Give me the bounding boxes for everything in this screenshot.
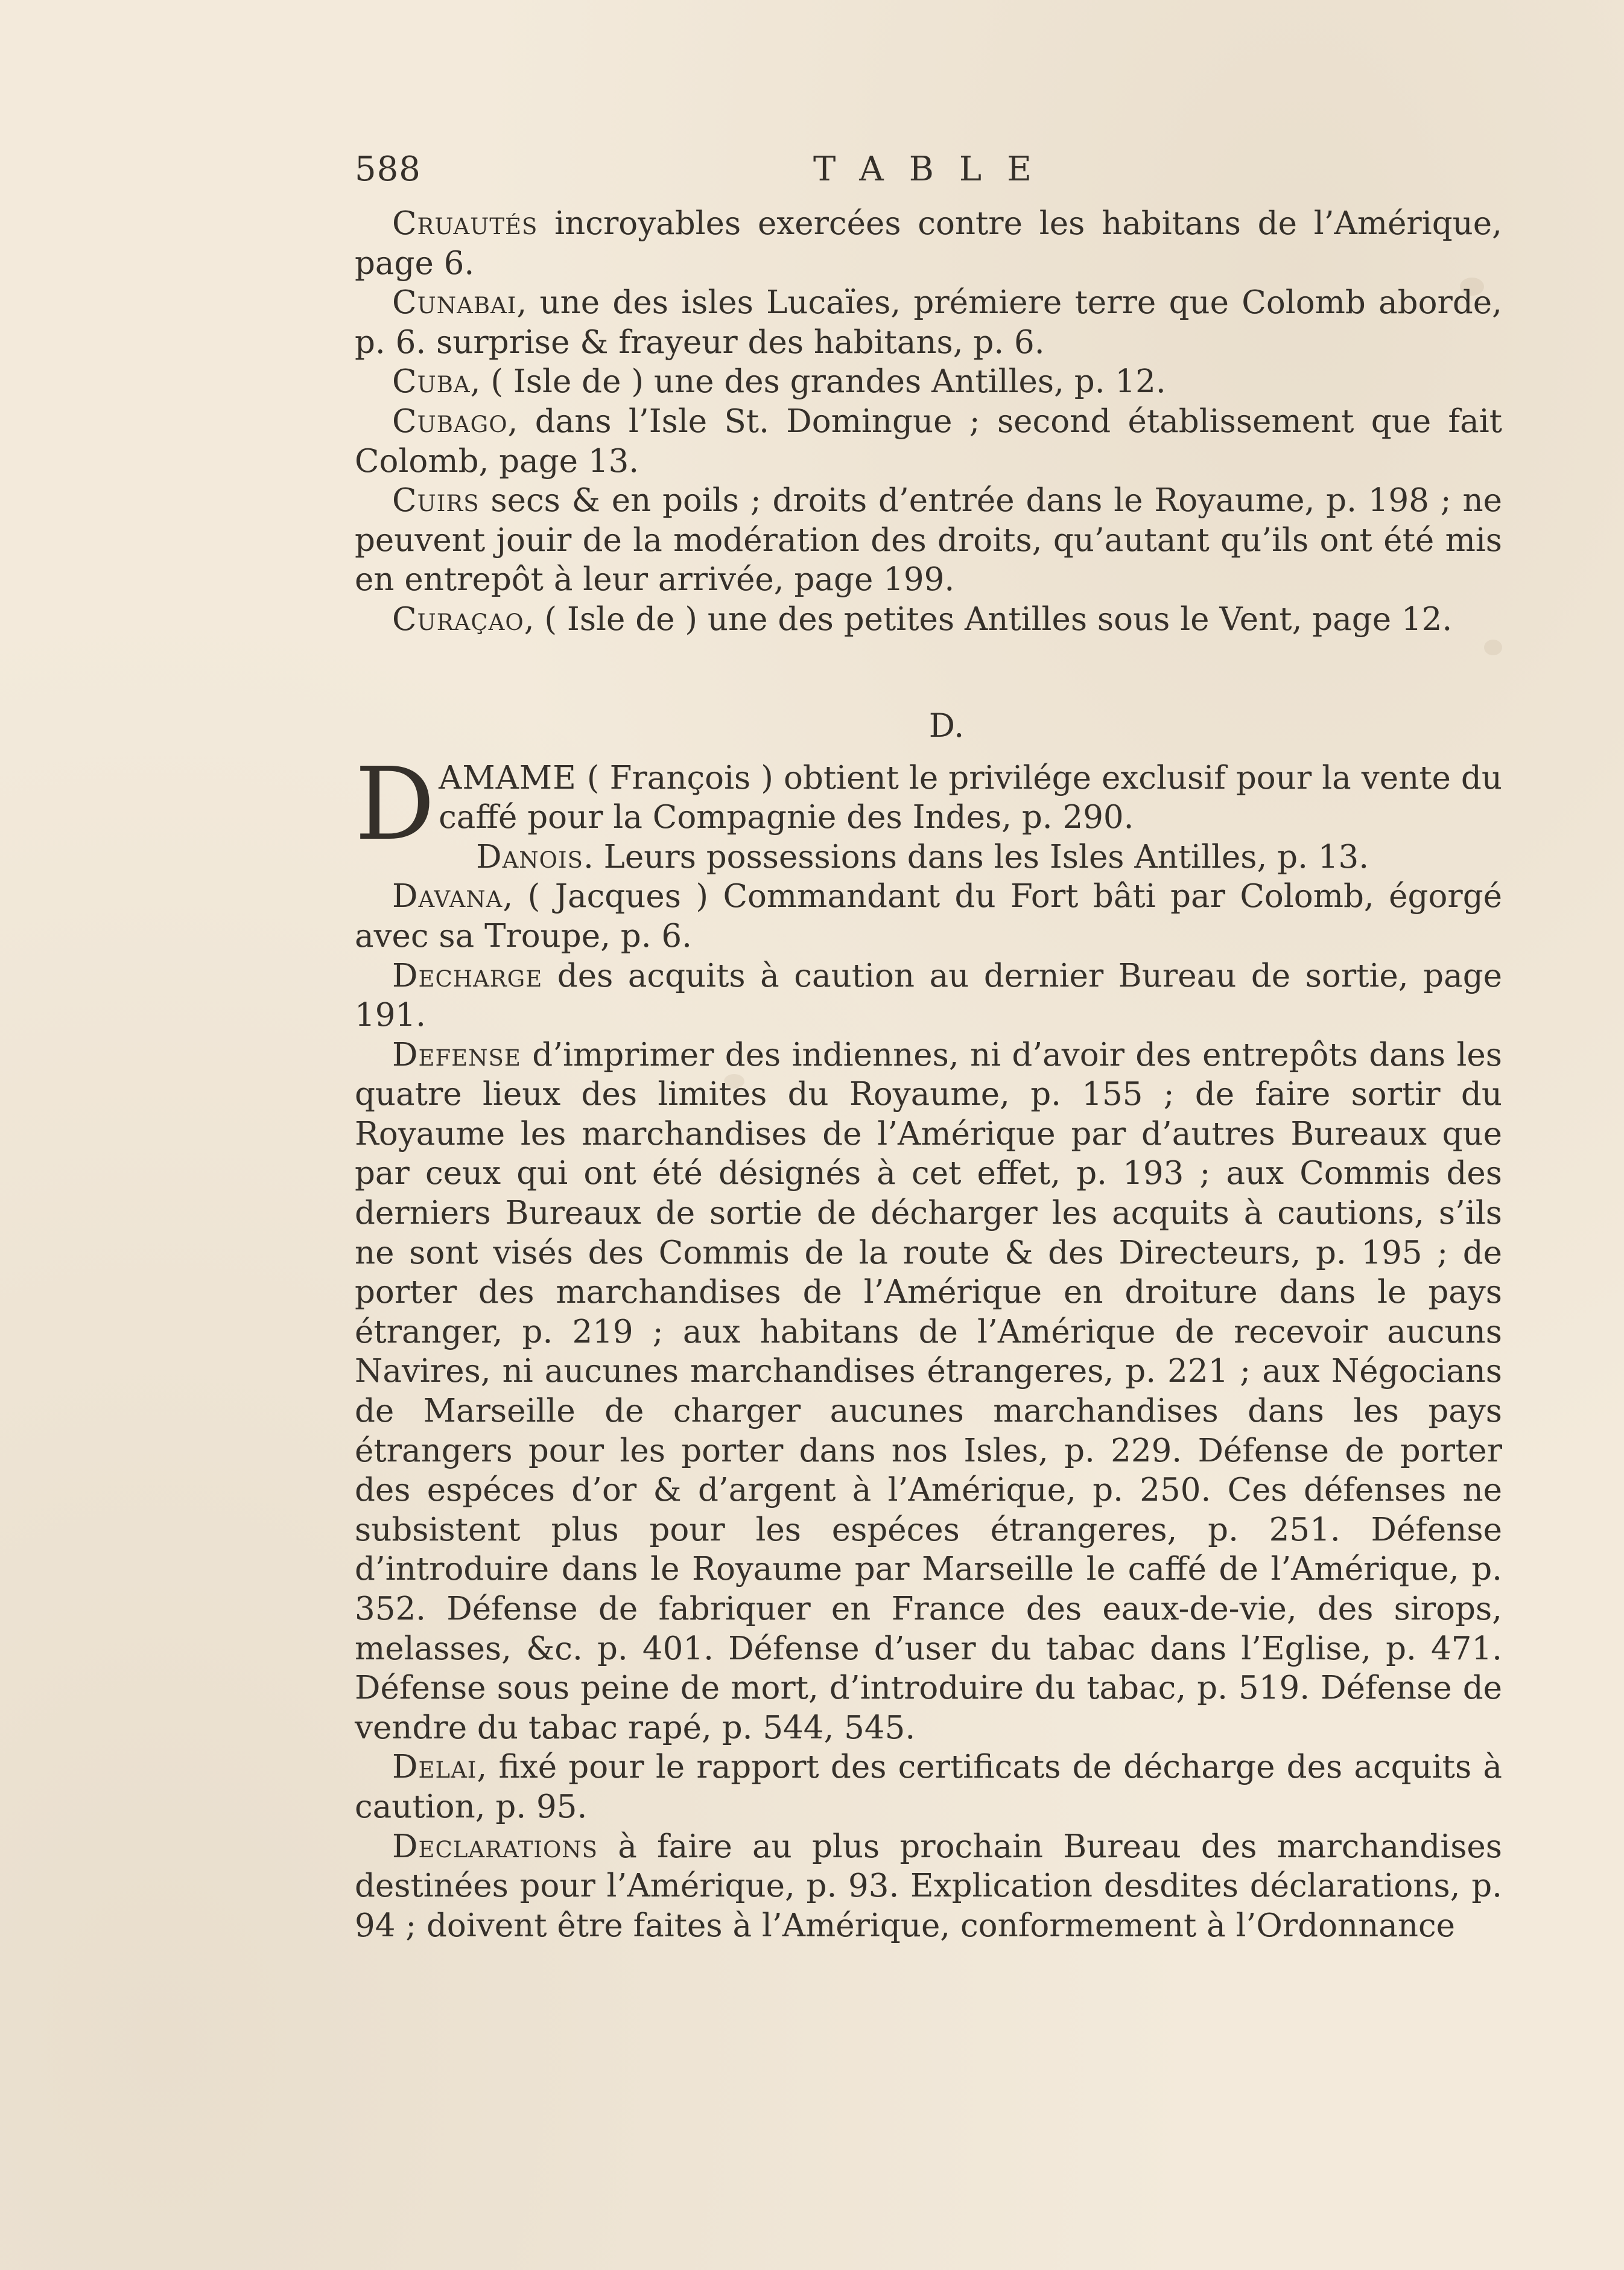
running-title: TABLE <box>813 150 1057 189</box>
index-entry <box>355 600 1502 640</box>
entry-headword: Defense <box>392 1036 521 1073</box>
entry-text: . Leurs possessions dans les Isles Antilles, p. 13. <box>583 838 1369 876</box>
entry-headword: Delai <box>392 1749 477 1786</box>
index-entry <box>355 838 1502 877</box>
entry-text: , une des isles Lucaïes, prémiere terre que Colomb aborde, p. 6. surprise & frayeur des habitans, p. 6. <box>355 284 1502 361</box>
entry-text: , dans l’Isle St. Domingue ; second établissement que fait Colomb, page 13. <box>355 402 1502 480</box>
entry-text: , fixé pour le rapport des certificats de décharge des acquits à caution, p. 95. <box>355 1749 1502 1825</box>
entry-text: à faire au plus prochain Bureau des marchandises destinées pour l’Amérique, p. 93. Explication desdites déclarations, p. 94 ; doivent être faites à l’Amérique, conformement à l’Ordonnance <box>355 1828 1502 1944</box>
index-entry <box>355 481 1502 600</box>
index-entry <box>355 956 1502 1035</box>
index-entry <box>355 1747 1502 1826</box>
index-text <box>355 204 1502 1945</box>
index-entry <box>355 1827 1502 1946</box>
entry-headword: Cunabai <box>392 284 517 322</box>
entry-headword: Danois <box>476 838 583 876</box>
entry-text: , ( Jacques ) Commandant du Fort bâti par Colomb, égorgé avec sa Troupe, p. 6. <box>355 878 1502 955</box>
entry-text: , ( Isle de ) une des grandes Antilles, p. 12. <box>470 363 1166 401</box>
index-entry <box>355 204 1502 283</box>
page-header <box>355 150 1307 198</box>
entry-headword: Cuba <box>392 363 471 401</box>
entry-headword: AMAME <box>439 759 577 796</box>
entry-headword: Cubago <box>392 402 508 440</box>
entry-headword: Declarations <box>392 1828 598 1865</box>
index-entry <box>355 877 1502 956</box>
drop-cap: D <box>355 746 436 863</box>
index-entry <box>355 1035 1502 1748</box>
entry-text: , ( Isle de ) une des petites Antilles sous le Vent, page 12. <box>524 600 1453 638</box>
index-entry <box>355 402 1502 481</box>
entry-text: incroyables exercées contre les habitans de l’Amérique, page 6. <box>355 205 1502 282</box>
entry-headword: Curaçao <box>392 600 524 638</box>
entry-headword: Cruautés <box>392 205 538 242</box>
index-entry <box>355 362 1502 402</box>
section-letter: D. <box>928 706 965 745</box>
entry-text: d’imprimer des indiennes, ni d’avoir des entrepôts dans les quatre lieux des limites du Royaume, p. 155 ; de faire sortir du Royaume les marchandises de l’Amérique par d’autres Bureaux que par ceux qui ont été désignés à cet effet, p. 193 ; aux Commis des derniers Bureaux de sortie de décharger les acquits à cautions, s’ils ne sont visés des Commis de la route & des Directeurs, p. 195 ; de porter des marchandises de l’Amérique en droiture dans le pays étranger, p. 219 ; aux habitans de l’Amérique de recevoir aucuns Navires, ni aucunes marchandises étrangeres, p. 221 ; aux Négocians de Marseille de charger aucunes marchandises dans les pays étrangers pour les porter dans nos Isles, p. 229. Défense de porter des espéces d’or & d’argent à l’Amérique, p. 250. Ces défenses ne subsistent plus pour les espéces étrangeres, p. 251. Défense d’introduire dans le Royaume par Marseille le caffé de l’Amérique, p. 352. Défense de fabriquer en France des eaux-de-vie, des sirops, melasses, &c. p. 401. Défense d’user du tabac dans l’Eglise, p. 471. Défense sous peine de mort, d’introduire du tabac, p. 519. Défense de vendre du tabac rapé, p. 544, 545. <box>355 1036 1502 1746</box>
entry-text: des acquits à caution au dernier Bureau de sortie, page 191. <box>355 957 1502 1034</box>
entry-headword: Cuirs <box>392 482 480 520</box>
entry-headword: Davana <box>392 878 503 915</box>
entry-text: secs & en poils ; droits d’entrée dans le Royaume, p. 198 ; ne peuvent jouir de la modération des droits, qu’autant qu’ils ont été mis en entrepôt à leur arrivée, page 199. <box>355 482 1502 599</box>
entry-text: ( François ) obtient le privilége exclusif pour la vente du caffé pour la Compagnie des Indes, p. 290. <box>439 759 1502 836</box>
page-number: 588 <box>355 150 421 189</box>
index-entry <box>355 283 1502 362</box>
entry-headword: Decharge <box>392 957 543 994</box>
